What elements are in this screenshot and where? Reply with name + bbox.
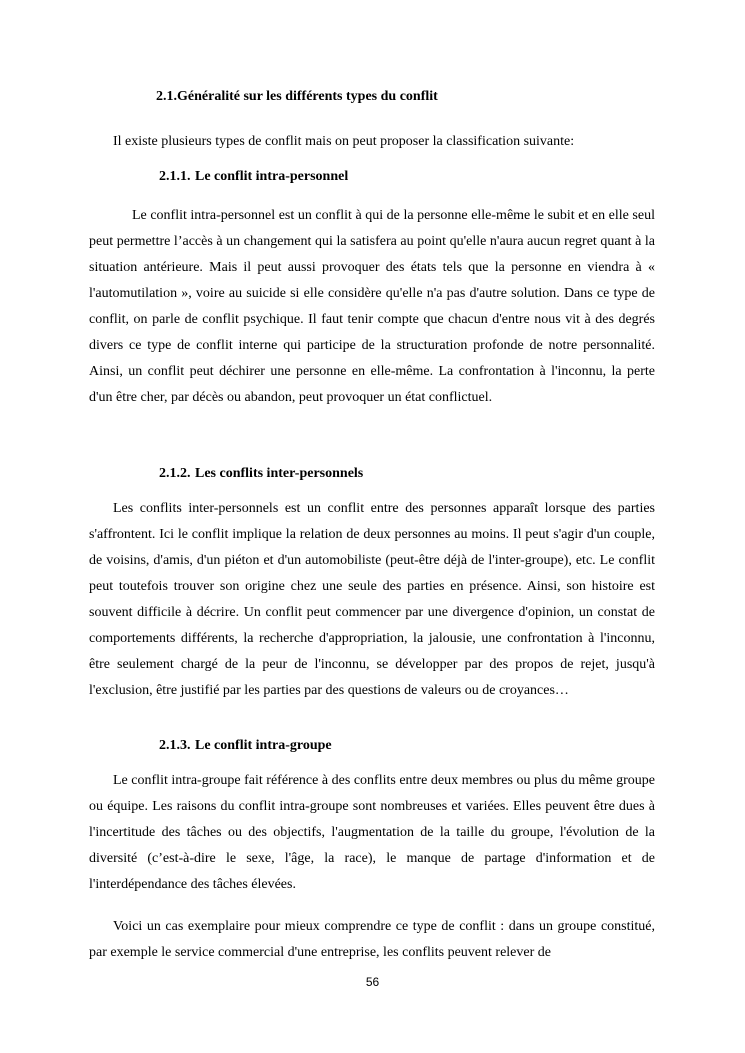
subsection-title: Les conflits inter-personnels xyxy=(195,466,364,481)
subsection-title: Le conflit intra-groupe xyxy=(195,738,332,753)
subsection-number: 2.1.1. xyxy=(159,169,191,184)
subsection-heading-inter-personnels xyxy=(159,466,363,482)
page-number: 56 xyxy=(365,975,380,989)
subsection-heading-intra-groupe xyxy=(159,738,332,754)
subsection-heading-intra-personnel xyxy=(159,169,348,185)
paragraph-intra-groupe: Le conflit intra-groupe fait référence à des conflits entre deux membres ou plus du même groupe ou équipe. Les raisons du conflit intra-groupe sont nombreuses et variées. Elles peuvent être dues à l'incertitude des tâches ou des objectifs, l'augmentation de la taille du groupe, l'évolution de la diversité (c’est-à-dire le sexe, l'âge, la race), le manque de partage d'information et de l'interdépendance des tâches élevées. xyxy=(89,773,655,892)
paragraph-inter-personnels: Les conflits inter-personnels est un conflit entre des personnes apparaît lorsque des parties s'affrontent. Ici le conflit implique la relation de deux personnes au moins. Il peut s'agir d'un couple, de voisins, d'amis, d'un piéton et d'un automobiliste (peut-être déjà de l'inter-groupe), etc. Le conflit peut toutefois trouver son origine chez une seule des parties en présence. Ainsi, son histoire est souvent difficile à décrire. Un conflit peut commencer par une divergence d'opinion, un constat de comportements différents, la recherche d'appropriation, la jalousie, une confrontation à l'inconnu, être seulement chargé de la peur de l'inconnu, se développer par des propos de rejet, jusqu'à l'exclusion, être justifié par les parties par des questions de valeurs ou de croyances… xyxy=(89,501,655,698)
paragraph-example: Voici un cas exemplaire pour mieux comprendre ce type de conflit : dans un groupe constitué, par exemple le service commercial d'une entreprise, les conflits peuvent relever de xyxy=(89,919,655,960)
section-intro: Il existe plusieurs types de conflit mais on peut proposer la classification suivante: xyxy=(113,134,575,149)
subsection-number: 2.1.3. xyxy=(159,738,191,753)
paragraph-intra-personnel: Le conflit intra-personnel est un conflit à qui de la personne elle-même le subit et en elle seul peut permettre l’accès à un changement qui la satisfera au point qu'elle n'aura aucun regret quant à la situation antérieure. Mais il peut aussi provoquer des états tels que la personne en viendra à « l'automutilation », voire au suicide si elle considère qu'elle n'a pas d'autre solution. Dans ce type de conflit, on parle de conflit psychique. Il faut tenir compte que chacun d'entre nous vit à des degrés divers ce type de conflit interne qui participe de la structuration profonde de notre personnalité. Ainsi, un conflit peut déchirer une personne en elle-même. La confrontation à l'inconnu, la perte d'un être cher, par décès ou abandon, peut provoquer un état conflictuel. xyxy=(89,208,655,405)
subsection-number: 2.1.2. xyxy=(159,466,191,481)
section-heading: 2.1.Généralité sur les différents types du conflit xyxy=(156,89,438,104)
subsection-title: Le conflit intra-personnel xyxy=(195,169,349,184)
